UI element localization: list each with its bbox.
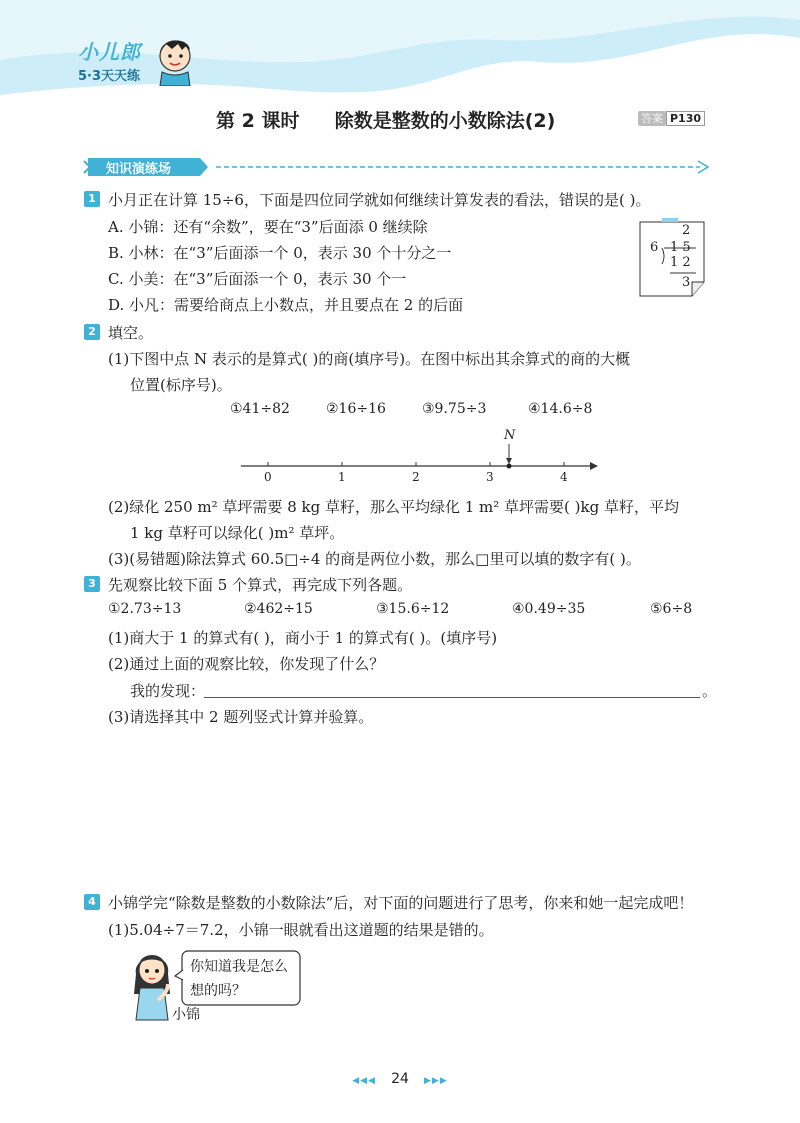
section-dashed-line bbox=[212, 156, 712, 178]
lesson-title: 除数是整数的小数除法(2) bbox=[334, 110, 556, 132]
q2-expr-4: ④14.6÷8 bbox=[528, 401, 593, 417]
answer-page: P130 bbox=[666, 111, 705, 126]
q2-expr-2: ②16÷16 bbox=[326, 401, 386, 417]
q2-part3: (3)(易错题)除法算式 60.5□÷4 的商是两位小数，那么□里可以填的数字有( )。 bbox=[108, 550, 641, 568]
page-number: 24 bbox=[391, 1071, 409, 1087]
question-2-number: 2 bbox=[84, 324, 100, 340]
question-3-stem: 先观察比较下面 5 个算式，再完成下列各题。 bbox=[108, 576, 413, 594]
question-4-stem: 小锦学完“除数是整数的小数除法”后，对下面的问题进行了思考，你来和她一起完成吧！ bbox=[108, 894, 694, 912]
section-banner bbox=[82, 156, 712, 178]
division-dividend: 1 5 bbox=[670, 240, 691, 255]
q3-part1: (1)商大于 1 的算式有( )，商小于 1 的算式有( )。(填序号) bbox=[108, 629, 498, 647]
tick-label-0: 0 bbox=[264, 470, 272, 484]
q2-part2-line1: (2)绿化 250 m² 草坪需要 8 kg 草籽，那么平均绿化 1 m² 草坪需要( )kg 草籽，平均 bbox=[108, 498, 679, 516]
page-footer bbox=[330, 1068, 470, 1087]
brand-logo bbox=[78, 36, 141, 84]
lesson-number: 第 2 课时 bbox=[216, 110, 300, 132]
long-division-card bbox=[638, 218, 708, 298]
next-arrows-icon: ▶▶▶ bbox=[424, 1076, 448, 1086]
division-remainder: 3 bbox=[682, 275, 691, 290]
q3-expr-3: ③15.6÷12 bbox=[376, 601, 450, 617]
q4-part1: (1)5.04÷7＝7.2，小锦一眼就看出这道题的结果是错的。 bbox=[108, 921, 494, 939]
bubble-line-1: 你知道我是怎么 bbox=[190, 959, 288, 975]
section-label: 知识演练场 bbox=[106, 162, 172, 177]
q3-discover-end: 。 bbox=[702, 682, 718, 700]
brand-bottom: 5·3天天练 bbox=[78, 69, 141, 84]
q2-part2-line2: 1 kg 草籽可以绿化( )m² 草坪。 bbox=[130, 524, 345, 542]
q2-expr-3: ③9.75÷3 bbox=[422, 401, 487, 417]
girl-character-icon bbox=[128, 944, 176, 1022]
girl-name: 小锦 bbox=[172, 1007, 200, 1023]
division-product: 1 2 bbox=[670, 255, 691, 270]
answer-reference bbox=[638, 110, 705, 126]
q1-option-b: B. 小林：在“3”后面添一个 0，表示 30 个十分之一 bbox=[108, 244, 452, 262]
question-4-number: 4 bbox=[84, 894, 100, 910]
q2-part1-line2: 位置(标序号)。 bbox=[130, 376, 232, 394]
q3-expr-1: ①2.73÷13 bbox=[108, 601, 182, 617]
question-1-stem: 小月正在计算 15÷6，下面是四位同学就如何继续计算发表的看法，错误的是( )。 bbox=[108, 191, 651, 209]
q2-part1-line1: (1)下图中点 N 表示的是算式( )的商(填序号)。在图中标出其余算式的商的大概 bbox=[108, 350, 631, 368]
bubble-line-2: 想的吗？ bbox=[190, 983, 246, 999]
q2-expr-1: ①41÷82 bbox=[230, 401, 290, 417]
tick-label-1: 1 bbox=[338, 470, 346, 484]
tick-label-4: 4 bbox=[560, 470, 568, 484]
q3-part2: (2)通过上面的观察比较，你发现了什么？ bbox=[108, 655, 385, 673]
q3-part3: (3)请选择其中 2 题列竖式计算并验算。 bbox=[108, 708, 374, 726]
question-1-number: 1 bbox=[84, 191, 100, 207]
tick-label-3: 3 bbox=[486, 470, 494, 484]
q1-option-c: C. 小美：在“3”后面添一个 0，表示 30 个一 bbox=[108, 270, 407, 288]
q3-expr-4: ④0.49÷35 bbox=[512, 601, 586, 617]
page-title bbox=[216, 106, 555, 133]
q3-discover-label: 我的发现： bbox=[130, 682, 206, 700]
answer-label: 答案 bbox=[638, 111, 666, 126]
division-quotient: 2 bbox=[682, 223, 691, 238]
q1-option-a: A. 小锦：还有“余数”，要在“3”后面添 0 继续除 bbox=[108, 218, 428, 236]
tick-label-2: 2 bbox=[412, 470, 420, 484]
question-2-stem: 填空。 bbox=[108, 324, 154, 342]
division-divisor: 6 bbox=[650, 240, 659, 255]
prev-arrows-icon: ◀◀◀ bbox=[352, 1076, 376, 1086]
number-line-axis bbox=[236, 426, 606, 486]
question-3-number: 3 bbox=[84, 576, 100, 592]
q1-option-d: D. 小凡：需要给商点上小数点，并且要点在 2 的后面 bbox=[108, 296, 464, 314]
point-n-label: N bbox=[504, 428, 516, 443]
boy-mascot-icon bbox=[152, 34, 198, 86]
number-line bbox=[236, 426, 606, 486]
speech-bubble bbox=[174, 950, 302, 1006]
brand-top: 小儿郎 bbox=[78, 40, 141, 64]
q3-expr-2: ②462÷15 bbox=[244, 601, 313, 617]
q3-discover-answer-line[interactable] bbox=[204, 697, 700, 698]
q3-expr-5: ⑤6÷8 bbox=[650, 601, 693, 617]
